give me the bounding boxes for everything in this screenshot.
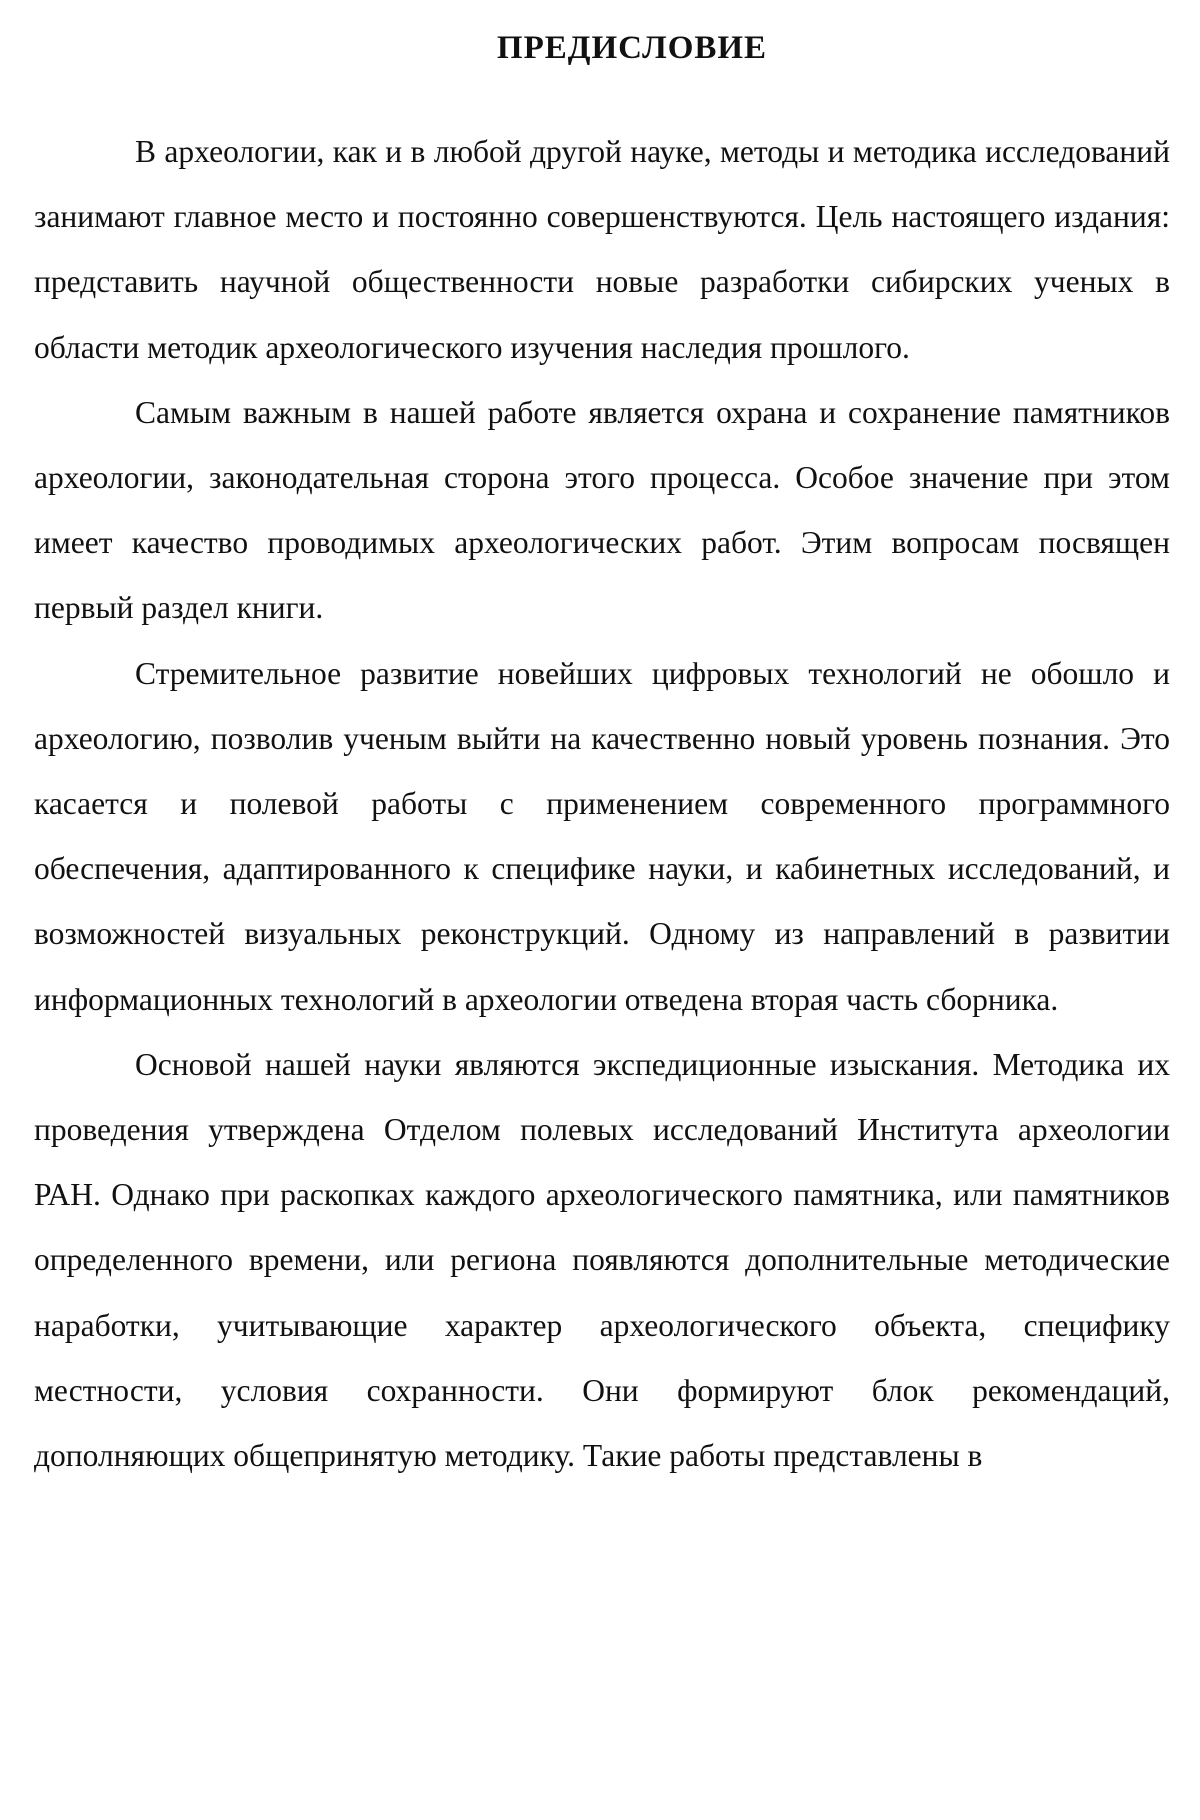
page-title: ПРЕДИСЛОВИЕ	[496, 30, 768, 66]
paragraph-2: Самым важным в нашей работе является охрана и сохранение памятников археологии, законодательная сторона этого процесса. Особое значение при этом имеет качество проводимых археологических работ. Этим вопросам посвящен первый раздел книги.	[34, 394, 1170, 626]
paragraph-4: Основой нашей науки являются экспедиционные изыскания. Методика их проведения утверждена Отделом полевых исследований Института археологии РАН. Однако при раскопках каждого археологического памятника, или памятников определенного времени, или региона появляются дополнительные методические наработки, учитывающие характер археологического объекта, специфику местности, условия сохранности. Они формируют блок рекомендаций, дополняющих общепринятую методику. Такие работы представлены в	[34, 1046, 1170, 1474]
body-text	[34, 119, 1170, 1488]
paragraph-3: Стремительное развитие новейших цифровых технологий не обошло и археологию, позволив ученым выйти на качественно новый уровень познания. Это касается и полевой работы с применением современного программного обеспечения, адаптированного к специфике науки, и кабинетных исследований, и возможностей визуальных реконструкций. Одному из направлений в развитии информационных технологий в археологии отведена вторая часть сборника.	[34, 655, 1170, 1017]
paragraph-1: В археологии, как и в любой другой науке, методы и методика исследований занимают главное место и постоянно совершенствуются. Цель настоящего издания: представить научной общественности новые разработки сибирских ученых в области методик археологического изучения наследия прошлого.	[34, 134, 1170, 365]
